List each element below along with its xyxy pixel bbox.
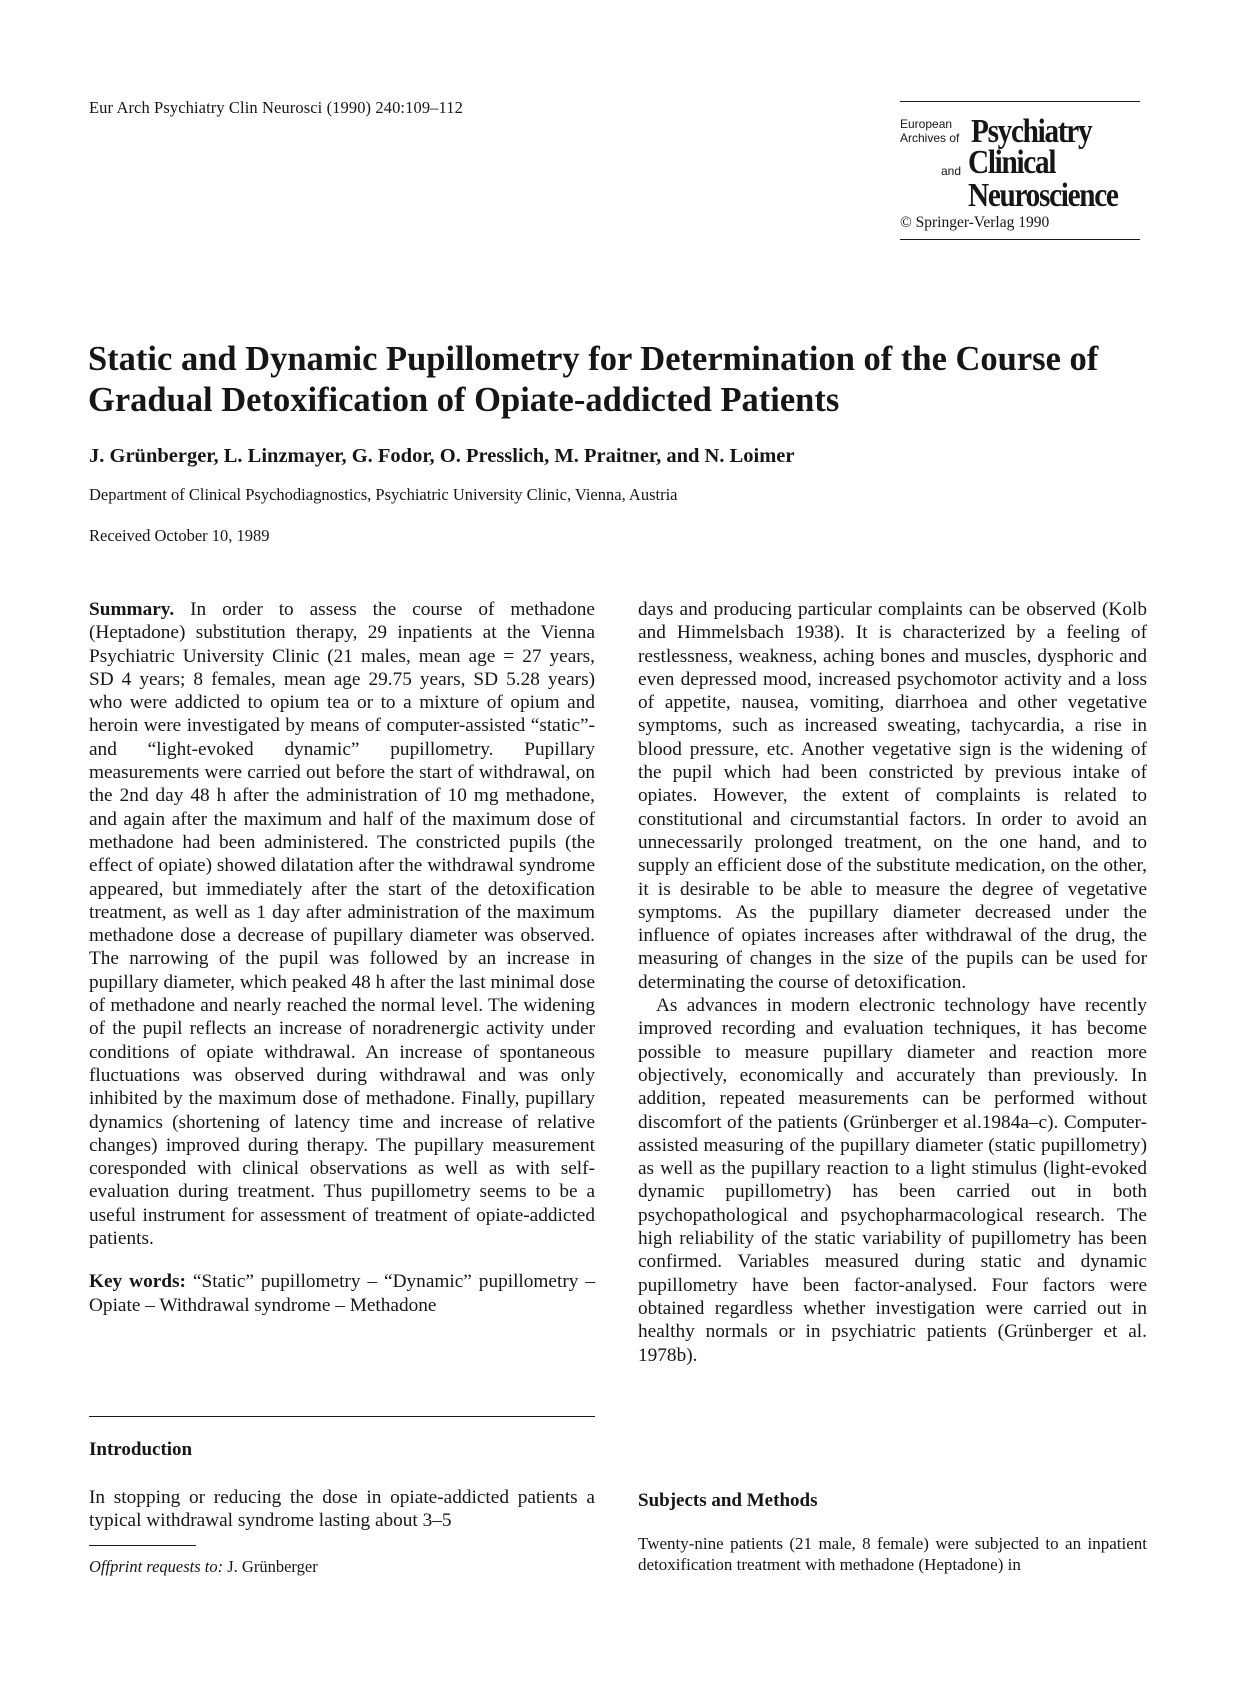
summary-paragraph [89, 598, 595, 1250]
journal-citation: Eur Arch Psychiatry Clin Neurosci (1990) 240:109–112 [89, 98, 463, 117]
received-date: Received October 10, 1989 [89, 526, 270, 545]
keywords-label: Key words: [89, 1271, 186, 1293]
article-affiliation: Department of Clinical Psychodiagnostics, Psychiatric University Clinic, Vienna, Austria [89, 485, 678, 504]
keywords-paragraph [89, 1270, 595, 1317]
right-column [638, 598, 1147, 1367]
keywords-divider [89, 1416, 595, 1417]
introduction-paragraph-2: As advances in modern electronic technology have recently improved recording and evaluation techniques, it has become possible to measure pupillary diameter and reaction more objectively, economically and accurately than previously. In addition, repeated measurements can be performed without discomfort of the patients (Grünberger et al.1984a–c). Computer-assisted measuring of the pupillary diameter (static pupillometry) as well as the pupillary reaction to a light stimulus (light-evoked dynamic pupillometry) has been carried out in both psychopathological and psychopharmacological research. The high reliability of the static variability of pupillometry has been confirmed. Variables measured during static and dynamic pupillometry have been factor-analysed. Four factors were obtained regardless whether investigation were carried out in healthy normals or in psychiatric patients (Grünberger et al. 1978b). [638, 995, 1147, 1366]
offprint-footnote [89, 1557, 318, 1577]
article-title: Static and Dynamic Pupillometry for Determination of the Course of Gradual Detoxification of Opiate-addicted Patients [88, 340, 1099, 419]
journal-rule-top [900, 101, 1140, 102]
journal-logo-european: European [900, 117, 953, 131]
footnote-divider [89, 1545, 196, 1546]
keywords-text: “Static” pupillometry – “Dynamic” pupillometry – Opiate – Withdrawal syndrome – Methadone [89, 1271, 596, 1316]
journal-copyright: © Springer-Verlag 1990 [900, 214, 1050, 231]
introduction-paragraph-1: days and producing particular complaints can be observed (Kolb and Himmelsbach 1938). It is characterized by a feeling of restlessness, weakness, aching bones and muscles, dysphoric and even depressed mood, increased psychomotor activity and a loss of appetite, nausea, vomiting, diarrhoea and other vegetative symptoms, such as increased sweating, tachycardia, a rise in blood pressure, etc. Another vegetative sign is the widening of the pupil which had been constricted by previous intake of opiates. However, the extent of complaints is related to constitutional and circumstantial factors. In order to avoid an unnecessarily prolonged treatment, on the one hand, and to supply an efficient dose of the substitute medication, on the other, it is desirable to be able to measure the degree of vegetative symptoms. As the pupillary diameter decreased under the influence of opiates increases after withdrawal of the drug, the measuring of changes in the size of the pupils can be used for determinating the course of detoxification. [638, 599, 1147, 993]
journal-logo-archives-of: Archives of [900, 131, 960, 145]
left-column [89, 598, 595, 1317]
methods-heading: Subjects and Methods [638, 1490, 818, 1511]
journal-logo-and: and [941, 164, 962, 178]
journal-logo-clinical: Clinical [968, 144, 1056, 181]
summary-label: Summary. [89, 599, 175, 620]
introduction-heading: Introduction [89, 1439, 193, 1460]
journal-logo-psychiatry: Psychiatry [971, 113, 1092, 150]
footnote-label: Offprint requests to: [89, 1557, 224, 1576]
journal-rule-bottom [900, 239, 1140, 240]
footnote-name: J. Grünberger [227, 1557, 318, 1576]
summary-text: In order to assess the course of methadone (Heptadone) substitution therapy, 29 inpatients at the Vienna Psychiatric University Clinic (21 males, mean age = 27 years, SD 4 years; 8 females, mean age 29.75 years, SD 5.28 years) who were addicted to opium tea or to a mixture of opium and heroin were investigated by means of computer-assisted “static”- and “light-evoked dynamic” pupillometry. Pupillary measurements were carried out before the start of withdrawal, on the 2nd day 48 h after the administration of 10 mg methadone, and again after the maximum and half of the maximum dose of methadone had been administered. The constricted pupils (the effect of opiate) showed dilatation after the withdrawal syndrome appeared, but immediately after the start of the detoxification treatment, as well as 1 day after administration of the maximum methadone dose a decrease of pupillary diameter was observed. The narrowing of the pupil was followed by an increase in pupillary diameter, which peaked 48 h after the last minimal dose of methadone and nearly reached the normal level. The widening of the pupil reflects an increase of noradrenergic activity under conditions of opiate withdrawal. An increase of spontaneous fluctuations was observed during withdrawal and was only inhibited by the maximum dose of methadone. Finally, pupillary dynamics (shortening of latency time and increase of relative changes) improved during therapy. The pupillary measurement coresponded with clinical observations as well as with self-evaluation during treatment. Thus pupillometry seems to be a useful instrument for assessment of treatment of opiate-addicted patients. [89, 599, 595, 1250]
introduction-text-left: In stopping or reducing the dose in opiate-addicted patients a typical withdrawal syndrome lasting about 3–5 [89, 1487, 595, 1532]
journal-logo-neuroscience: Neuroscience [968, 177, 1118, 214]
article-authors: J. Grünberger, L. Linzmayer, G. Fodor, O. Presslich, M. Praitner, and N. Loimer [89, 445, 795, 467]
methods-text: Twenty-nine patients (21 male, 8 female) were subjected to an inpatient detoxification treatment with methadone (Heptadone) in [638, 1534, 1147, 1574]
